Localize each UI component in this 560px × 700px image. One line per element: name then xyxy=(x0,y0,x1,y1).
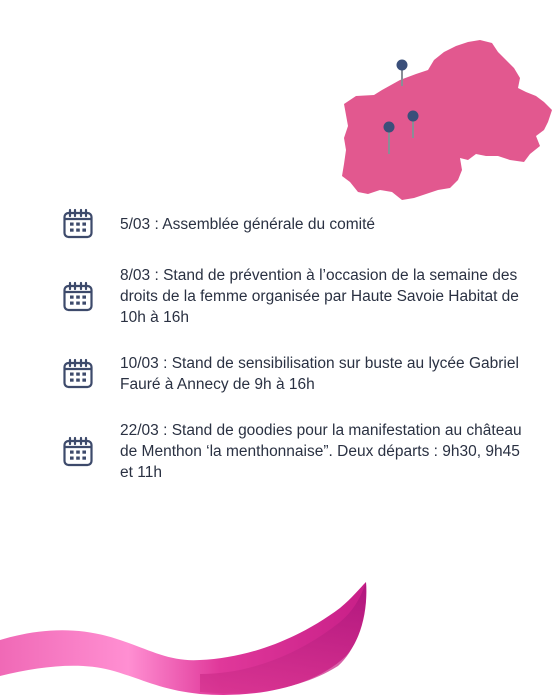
event-text: 10/03 : Stand de sensibilisation sur buste au lycée Gabriel Fauré à Annecy de 9h à 16h xyxy=(120,355,519,393)
event-text: 5/03 : Assemblée générale du comité xyxy=(120,215,376,233)
map-shape xyxy=(342,40,552,200)
list-item xyxy=(62,208,532,240)
event-text: 22/03 : Stand de goodies pour la manifestation au château de Menthon ‘la menthonnaise”. Deux départs : 9h30, 9h45 et 11h xyxy=(120,422,522,481)
event-list xyxy=(62,208,532,508)
event-text: 8/03 : Stand de prévention à l’occasion de la semaine des droits de la femme organisée par Haute Savoie Habitat de 10h à 16h xyxy=(120,267,519,326)
list-item xyxy=(62,353,532,395)
pink-ribbon-decoration xyxy=(0,578,380,700)
list-item xyxy=(62,420,532,483)
calendar-icon xyxy=(62,208,94,240)
calendar-icon xyxy=(62,358,94,390)
region-map xyxy=(330,30,560,210)
map-pin-icon xyxy=(384,122,395,133)
calendar-icon xyxy=(62,281,94,313)
map-pin-icon xyxy=(408,111,419,122)
calendar-icon xyxy=(62,436,94,468)
list-item xyxy=(62,265,532,328)
map-pin-icon xyxy=(397,60,408,71)
